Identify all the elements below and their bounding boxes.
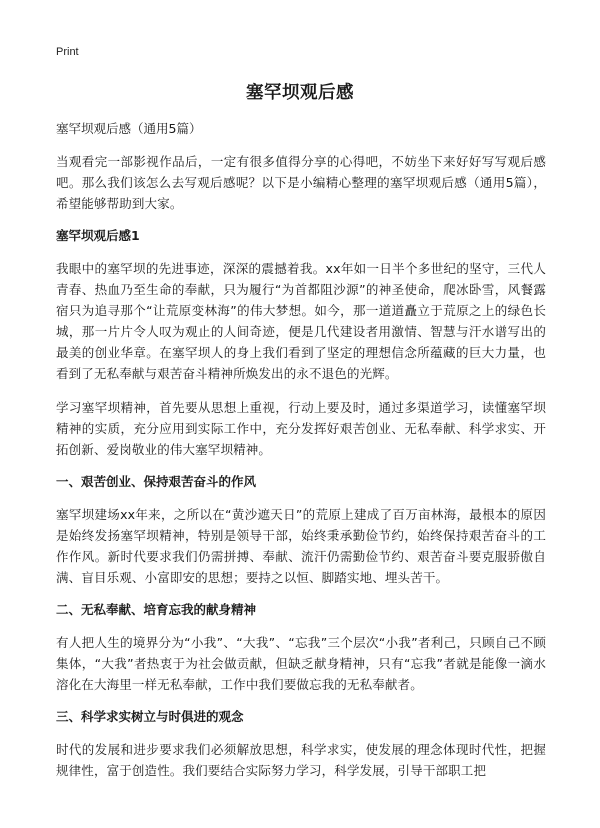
- subheading-3: 三、科学求实树立与时俱进的观念: [56, 709, 244, 724]
- paragraph-2: 学习塞罕坝精神，首先要从思想上重视，行动上要及时，通过多渠道学习，读懂塞罕坝精神的实质，充分应用到实际工作中，充分发挥好艰苦创业、无私奉献、科学求实、开拓创新、爱岗敬业的伟大塞罕坝精神。: [56, 400, 546, 457]
- document-body: [56, 120, 546, 794]
- print-link[interactable]: Print: [56, 46, 79, 58]
- subheading-1: 一、艰苦创业、保持艰苦奋斗的作风: [56, 474, 257, 489]
- paragraph-5: 时代的发展和进步要求我们必须解放思想，科学求实，使发展的理念体现时代性，把握规律性，富于创造性。我们要结合实际努力学习，科学发展，引导干部职工把: [56, 742, 546, 778]
- subheading-2: 二、无私奉献、培育忘我的献身精神: [56, 602, 257, 617]
- section-heading-1: 塞罕坝观后感1: [56, 228, 140, 243]
- intro-paragraph: 当观看完一部影视作品后，一定有很多值得分享的心得吧，不妨坐下来好好写写观后感吧。那么我们该怎么去写观后感呢？以下是小编精心整理的塞罕坝观后感（通用5篇），希望能够帮助到大家。: [56, 154, 546, 211]
- document-title: 塞罕坝观后感: [246, 83, 354, 103]
- paragraph-3: 塞罕坝建场xx年来，之所以在“黄沙遮天日”的荒原上建成了百万亩林海，最根本的原因是始终发扬塞罕坝精神，特别是领导干部，始终秉承勤俭节约，始终保持艰苦奋斗的工作作风。新时代要求我们仍需拼搏、奉献、流汗仍需勤俭节约、艰苦奋斗要克服骄傲自满、盲目乐观、小富即安的思想；要持之以恒、脚踏实地、埋头苦干。: [56, 507, 546, 585]
- paragraph-4: 有人把人生的境界分为“小我”、“大我”、“忘我”三个层次“小我”者利己，只顾自己不顾集体，“大我”者热衷于为社会做贡献，但缺乏献身精神，只有“忘我”者就是能像一滴水溶化在大海里一样无私奉献，工作中我们要做忘我的无私奉献者。: [56, 635, 546, 692]
- document-subtitle: 塞罕坝观后感（通用5篇）: [56, 121, 202, 136]
- paragraph-1: 我眼中的塞罕坝的先进事迹，深深的震撼着我。xx年如一日半个多世纪的坚守，三代人青春、热血乃至生命的奉献，只为履行“为首都阻沙源”的神圣使命，爬冰卧雪，风餐露宿只为追寻那个“让荒原变林海”的伟大梦想。如今，那一道道矗立于荒原之上的绿色长城，那一片片令人叹为观止的人间奇迹，便是几代建设者用激情、智慧与汗水谱写出的最美的创业华章。在塞罕坝人的身上我们看到了坚定的理想信念所蕴藏的巨大力量，也看到了无私奉献与艰苦奋斗精神所焕发出的永不退色的光辉。: [56, 261, 546, 381]
